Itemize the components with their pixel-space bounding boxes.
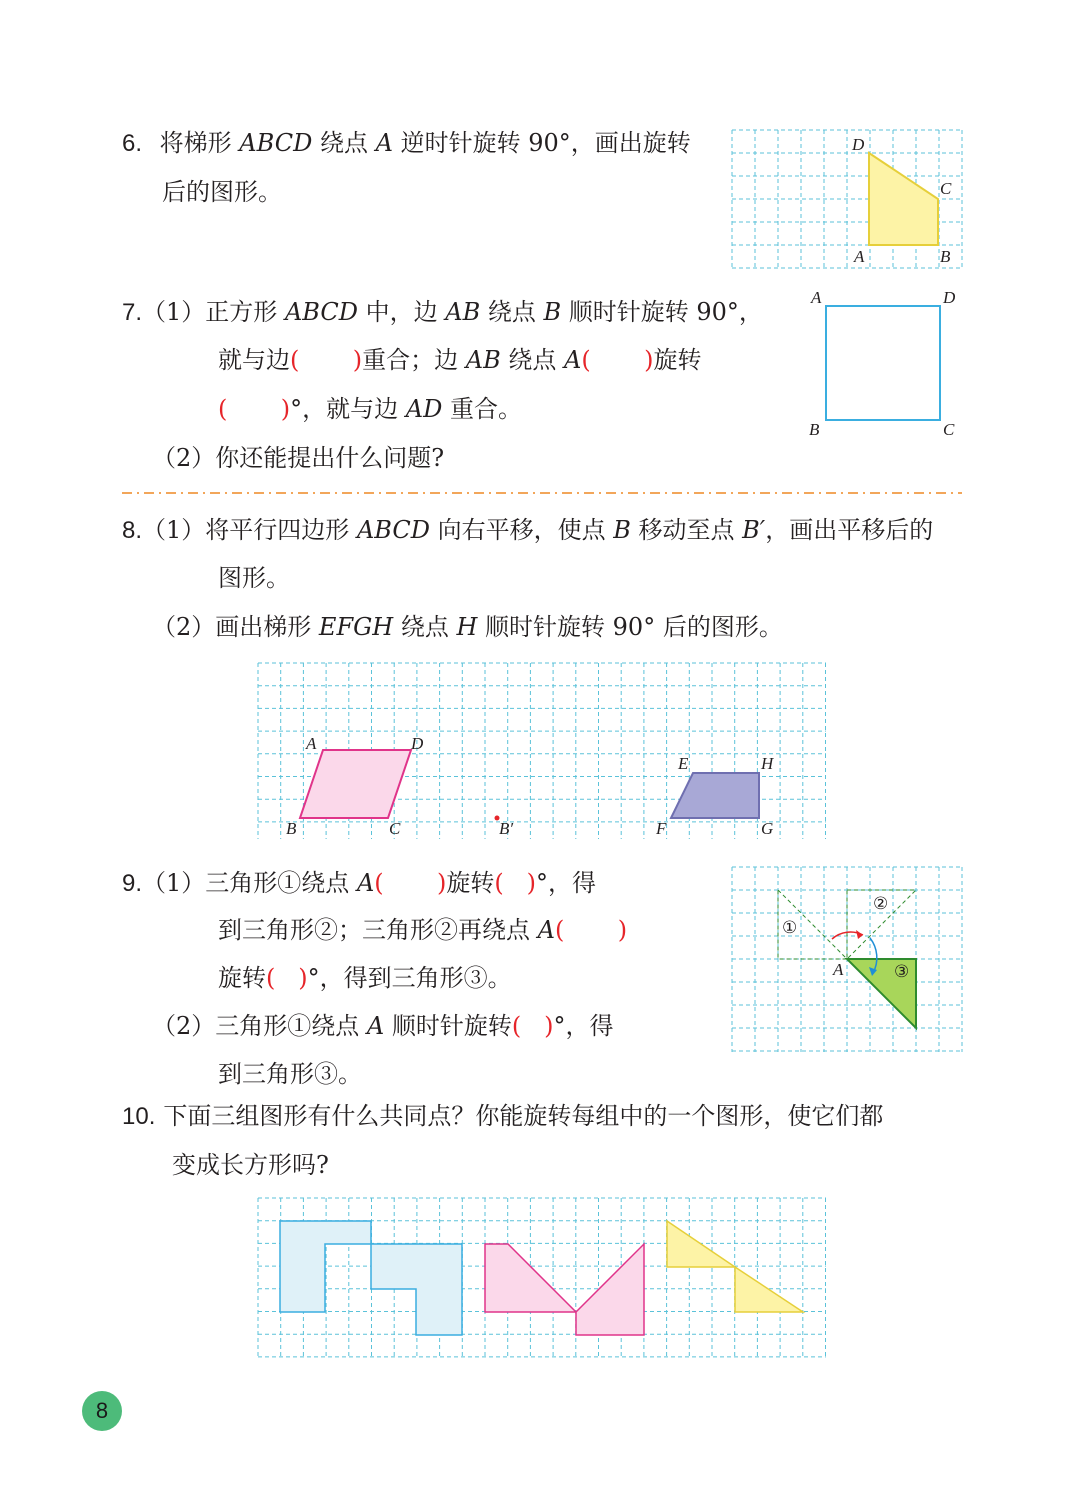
- q9-label-t3: ③: [894, 962, 910, 981]
- q9-part2-line1: （2）三角形①绕点 A 顺时针旋转( )°，得: [152, 1012, 614, 1040]
- q8-parallelogram: [300, 750, 411, 818]
- q9-line3: 旋转( )°，得到三角形③。: [218, 964, 512, 992]
- q6-label-c: C: [940, 179, 952, 198]
- q9-blank-3[interactable]: ( ): [554, 916, 628, 944]
- q8-grid-figure: [258, 663, 826, 839]
- q7-blank-2[interactable]: ( ): [581, 346, 654, 374]
- q8-label-f: F: [656, 819, 667, 838]
- q8-number: 8.: [122, 517, 143, 544]
- q6-trapezoid: [869, 153, 938, 245]
- q8-label-bprime: B′: [499, 819, 514, 838]
- q7-blank-3[interactable]: ( ): [218, 395, 291, 423]
- q8-line1: 8.（1）将平行四边形 ABCD 向右平移，使点 B 移动至点 B′，画出平移后的: [122, 516, 934, 544]
- q8-label-e: E: [678, 754, 689, 773]
- q7-number: 7.: [122, 299, 143, 326]
- q10-grid-figure: [258, 1198, 826, 1358]
- q7-label-d: D: [943, 288, 956, 307]
- q10-yellow-triangle-top: [667, 1221, 735, 1267]
- q8-label-g: G: [761, 819, 774, 838]
- q9-blank-1[interactable]: ( ): [374, 869, 447, 897]
- q8-label-h: H: [761, 754, 774, 773]
- q6-line1: 6. 将梯形 ABCD 绕点 A 逆时针旋转 90°，画出旋转: [122, 129, 691, 157]
- q7-label-b: B: [809, 420, 820, 439]
- q10-pink-trapezoid-right: [576, 1244, 644, 1335]
- q10-line1: 10. 下面三组图形有什么共同点？你能旋转每组中的一个图形，使它们都: [122, 1102, 884, 1130]
- q7-line3: ( )°，就与边 AD 重合。: [218, 395, 522, 423]
- q9-part2-line2: 到三角形③。: [218, 1060, 362, 1088]
- q10-l-shape-right: [371, 1244, 462, 1335]
- q9-blank-5[interactable]: ( ): [511, 1012, 554, 1040]
- q9-label-t1: ①: [782, 918, 798, 937]
- page-number-badge: 8: [82, 1391, 122, 1431]
- q7-square-figure: [805, 285, 965, 440]
- q8-label-a: A: [306, 734, 317, 753]
- q7-label-a: A: [811, 288, 822, 307]
- q8-line2: 图形。: [218, 564, 290, 592]
- q9-arrowhead-red: [856, 930, 863, 939]
- q10-number: 10.: [122, 1103, 156, 1130]
- q6-label-a: A: [854, 247, 865, 266]
- q9-number: 9.: [122, 870, 143, 897]
- q7-part2: （2）你还能提出什么问题?: [152, 444, 445, 472]
- q6-label-b: B: [940, 247, 951, 266]
- section-divider: [122, 490, 962, 496]
- q9-blank-4[interactable]: ( ): [266, 964, 308, 992]
- q6-line2: 后的图形。: [162, 178, 282, 206]
- q9-line1: 9.（1）三角形①绕点 A( )旋转( )°，得: [122, 869, 597, 897]
- q6-label-d: D: [852, 135, 865, 154]
- q9-label-a: A: [833, 960, 844, 979]
- q8-label-b: B: [286, 819, 297, 838]
- q8-label-d: D: [411, 734, 424, 753]
- q9-label-t2: ②: [873, 894, 889, 913]
- q7-blank-1[interactable]: ( ): [290, 346, 363, 374]
- q10-line2: 变成长方形吗?: [172, 1151, 329, 1179]
- q7-label-c: C: [943, 420, 955, 439]
- q7-line1: 7.（1）正方形 ABCD 中，边 AB 绕点 B 顺时针旋转 90°，: [122, 298, 763, 326]
- q7-square: [826, 306, 940, 420]
- q8-trapezoid: [671, 773, 759, 818]
- q7-line2: 就与边( )重合；边 AB 绕点 A( )旋转: [218, 346, 702, 374]
- q9-grid-figure: [732, 867, 962, 1052]
- q6-number: 6.: [122, 130, 143, 157]
- q9-line2: 到三角形②；三角形②再绕点 A( ): [218, 916, 628, 944]
- q9-blank-2[interactable]: ( ): [494, 869, 537, 897]
- q8-part2: （2）画出梯形 EFGH 绕点 H 顺时针旋转 90° 后的图形。: [152, 613, 783, 641]
- q6-grid-figure: [732, 130, 962, 268]
- q10-yellow-triangle-bottom: [735, 1267, 803, 1312]
- q8-label-c: C: [389, 819, 401, 838]
